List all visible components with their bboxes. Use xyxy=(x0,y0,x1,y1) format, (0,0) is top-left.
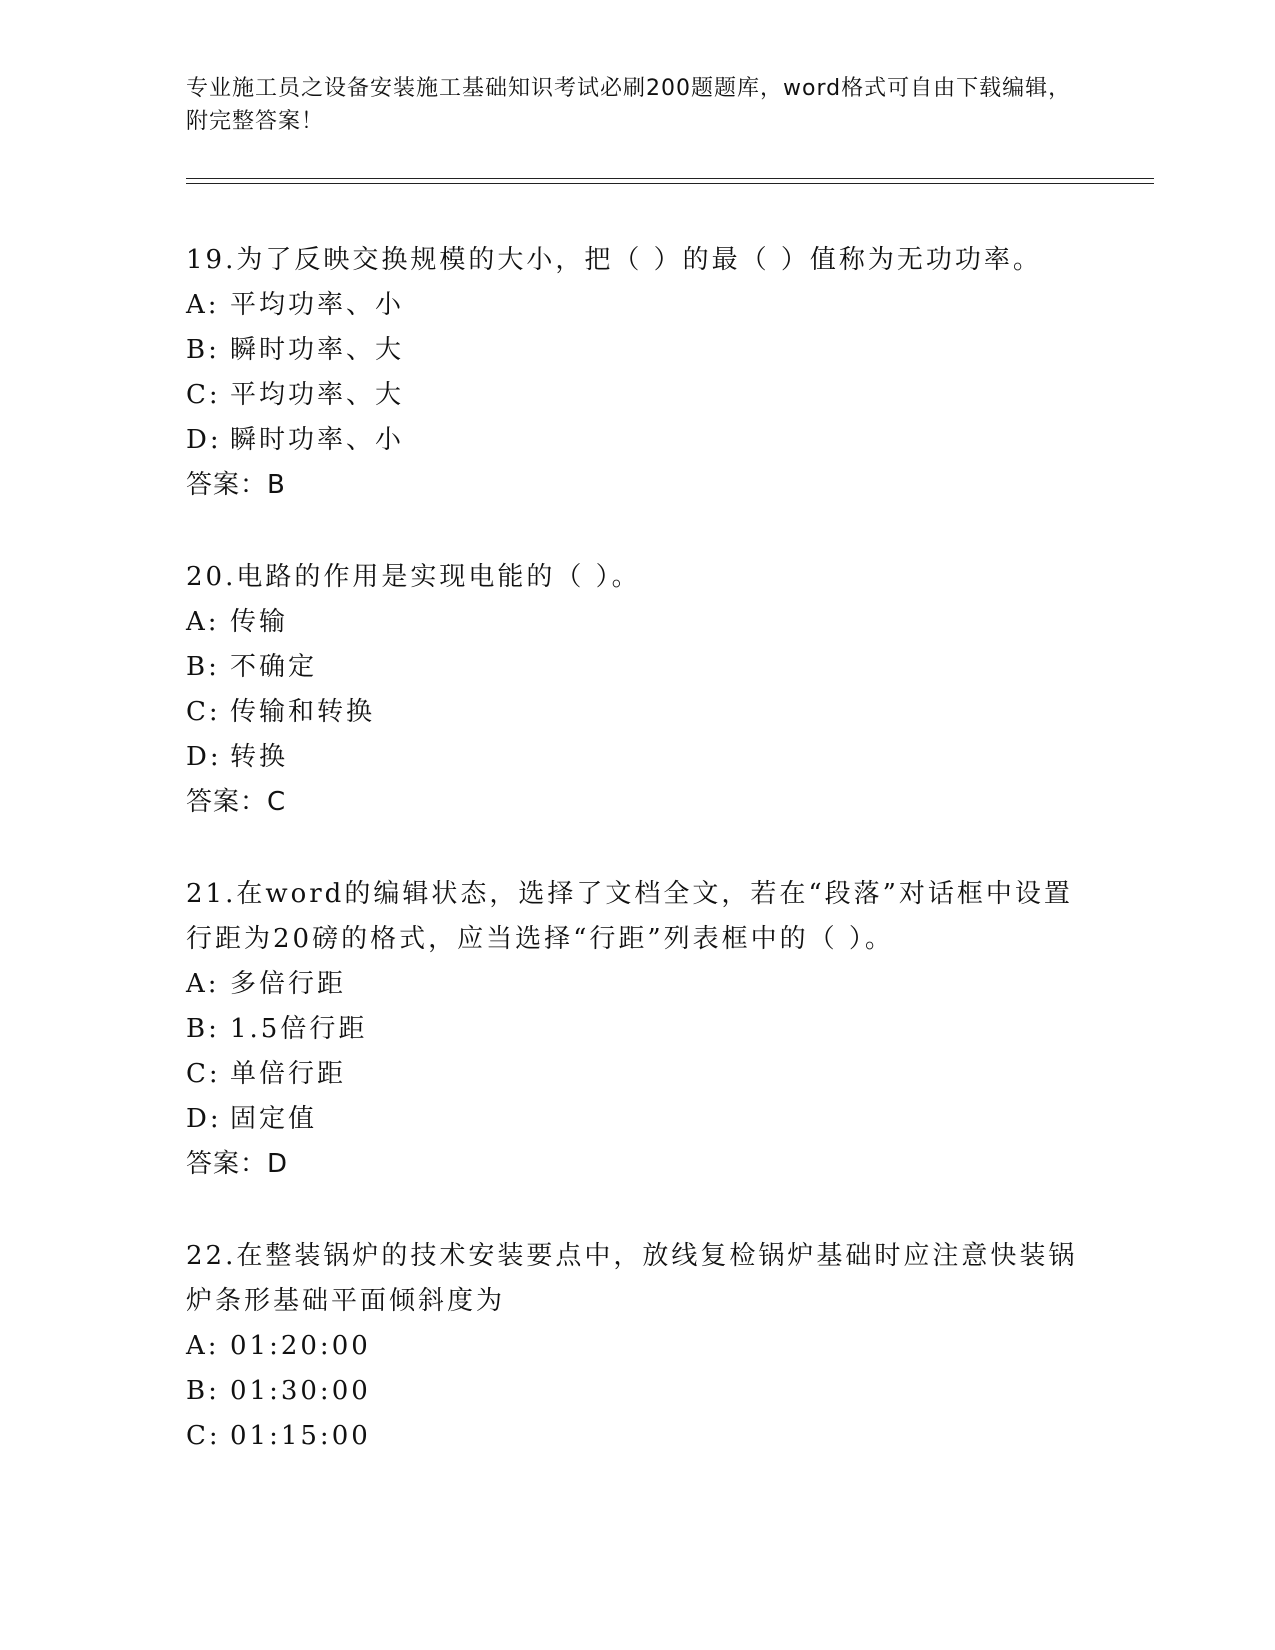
answer-line: 答案：B xyxy=(186,470,286,500)
option-text: 单倍行距 xyxy=(230,1059,347,1089)
option-key: C: xyxy=(186,697,221,727)
option-key: D: xyxy=(186,1104,222,1134)
option-key: A: xyxy=(186,1331,220,1361)
option-key: C: xyxy=(186,380,221,410)
option-a xyxy=(186,283,1086,328)
option-text: 01:30:00 xyxy=(230,1376,371,1406)
option-key: D: xyxy=(186,425,222,455)
option-key: D: xyxy=(186,742,222,772)
question-22 xyxy=(186,1234,1086,1459)
option-text: 多倍行距 xyxy=(230,969,347,999)
option-c xyxy=(186,1052,1086,1097)
option-text: 传输 xyxy=(230,607,289,637)
option-text: 平均功率、小 xyxy=(230,290,405,320)
option-b xyxy=(186,1369,1086,1414)
option-text: 转换 xyxy=(230,742,289,772)
option-d xyxy=(186,418,1086,463)
option-key: C: xyxy=(186,1059,221,1089)
header-title: 专业施工员之设备安装施工基础知识考试必刷200题题库，word格式可自由下载编辑，附完整答案！ xyxy=(186,76,1072,134)
option-key: A: xyxy=(186,607,220,637)
option-key: B: xyxy=(186,1014,220,1044)
option-key: A: xyxy=(186,290,220,320)
option-text: 01:15:00 xyxy=(230,1421,371,1451)
option-key: A: xyxy=(186,969,220,999)
option-text: 不确定 xyxy=(230,652,318,682)
option-key: B: xyxy=(186,652,220,682)
header-divider xyxy=(186,178,1154,184)
option-text: 传输和转换 xyxy=(230,697,376,727)
option-text: 01:20:00 xyxy=(230,1331,371,1361)
question-21 xyxy=(186,872,1086,1187)
option-a xyxy=(186,962,1086,1007)
option-key: B: xyxy=(186,1376,220,1406)
option-b xyxy=(186,645,1086,690)
question-stem: 20.电路的作用是实现电能的（ ）。 xyxy=(186,562,641,592)
option-text: 瞬时功率、小 xyxy=(230,425,405,455)
option-b xyxy=(186,1007,1086,1052)
question-20 xyxy=(186,555,1086,825)
option-c xyxy=(186,1414,1086,1459)
question-stem: 21.在word的编辑状态，选择了文档全文，若在“段落”对话框中设置行距为20磅的格式，应当选择“行距”列表框中的（ ）。 xyxy=(186,879,1073,954)
question-stem: 22.在整装锅炉的技术安装要点中，放线复检锅炉基础时应注意快装锅炉条形基础平面倾斜度为 xyxy=(186,1241,1078,1316)
answer-line: 答案：C xyxy=(186,787,287,817)
answer-line: 答案：D xyxy=(186,1149,289,1179)
question-stem: 19.为了反映交换规模的大小，把（ ）的最（ ）值称为无功功率。 xyxy=(186,245,1042,275)
option-text: 瞬时功率、大 xyxy=(230,335,405,365)
option-a xyxy=(186,1324,1086,1369)
option-text: 1.5倍行距 xyxy=(230,1014,368,1044)
option-d xyxy=(186,735,1086,780)
option-key: B: xyxy=(186,335,220,365)
option-b xyxy=(186,328,1086,373)
option-key: C: xyxy=(186,1421,221,1451)
question-19 xyxy=(186,238,1086,508)
option-text: 固定值 xyxy=(230,1104,318,1134)
option-text: 平均功率、大 xyxy=(230,380,405,410)
question-list xyxy=(186,238,1086,1506)
page-header xyxy=(186,72,1086,138)
option-c xyxy=(186,373,1086,418)
option-c xyxy=(186,690,1086,735)
option-d xyxy=(186,1097,1086,1142)
option-a xyxy=(186,600,1086,645)
